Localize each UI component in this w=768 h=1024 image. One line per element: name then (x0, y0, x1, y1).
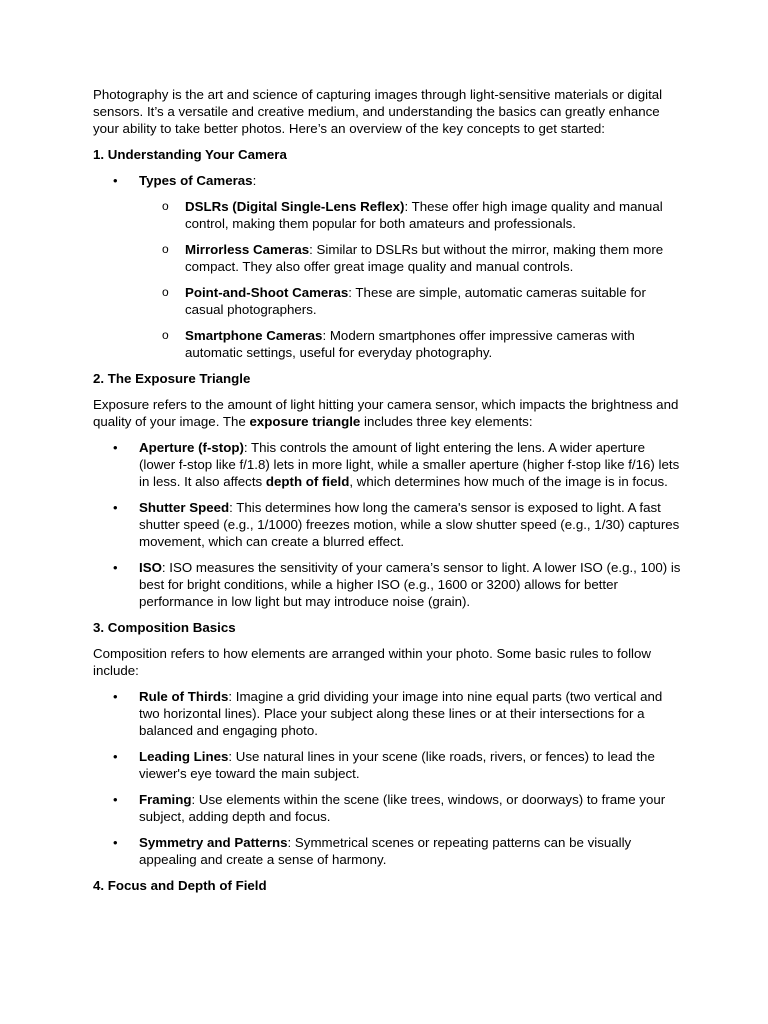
sub-bullet-marker: o (162, 328, 169, 342)
term-symmetry-and-patterns: Symmetry and Patterns (139, 835, 288, 850)
composition-intro: Composition refers to how elements are arranged within your photo. Some basic rules to follow include: (93, 646, 652, 678)
section-heading-focus: 4. Focus and Depth of Field (93, 878, 267, 893)
bullet-marker: • (113, 173, 118, 188)
bullet-marker: • (113, 689, 118, 704)
sub-bullet-marker: o (162, 285, 169, 299)
list-item-dslr: o DSLRs (Digital Single-Lens Reflex): These offer high image quality and manual control, making them popular for both amateurs and professionals. (162, 199, 663, 231)
term-iso: ISO (139, 560, 162, 575)
list-item-leading-lines: • Leading Lines: Use natural lines in your scene (like roads, rivers, or fences) to lead the viewer's eye toward the main subject. (113, 749, 655, 781)
term-mirrorless: Mirrorless Cameras (185, 242, 310, 257)
term-leading-lines: Leading Lines (139, 749, 229, 764)
bullet-marker: • (113, 560, 118, 575)
camera-list (93, 172, 683, 361)
list-item-types-of-cameras: • Types of Cameras: o DSLRs (Digital Single-Lens Reflex): These offer high image quality and manual control, making them popular for both amateurs and professionals. o Mirrorless Cameras: Similar to DSLRs but without the mirror, making them more compact. They also offer great image quality and manual controls. o Point-and-Shoot Cameras: These are simple, automatic cameras suitable for casual photographers. o Smartphone Cameras: Modern smartphones offer impressive cameras with automatic settings, useful for everyday photography. (93, 172, 683, 361)
list-item-framing: • Framing: Use elements within the scene (like trees, windows, or doorways) to frame your subject, adding depth and focus. (113, 792, 666, 824)
section-heading-camera: 1. Understanding Your Camera (93, 147, 287, 162)
sub-bullet-marker: o (162, 199, 169, 213)
term-framing: Framing (139, 792, 192, 807)
list-item-rule-of-thirds: • Rule of Thirds: Imagine a grid dividing your image into nine equal parts (two vertical and two horizontal lines). Place your subject along these lines or at their intersections for a balanced and engaging photo. (113, 689, 663, 738)
term-smartphone: Smartphone Cameras (185, 328, 323, 343)
document-page (93, 86, 683, 903)
term-point-and-shoot: Point-and-Shoot Cameras (185, 285, 349, 300)
list-item-mirrorless: o Mirrorless Cameras: Similar to DSLRs but without the mirror, making them more compact. They also offer great image quality and manual controls. (162, 242, 664, 274)
list-item-shutter-speed: • Shutter Speed: This determines how long the camera's sensor is exposed to light. A fast shutter speed (e.g., 1/1000) freezes motion, while a slow shutter speed (e.g., 1/30) captures movement, which can create a blurred effect. (113, 500, 680, 549)
list-item-smartphone: o Smartphone Cameras: Modern smartphones offer impressive cameras with automatic settings, useful for everyday photography. (162, 328, 635, 360)
section-heading-exposure: 2. The Exposure Triangle (93, 371, 251, 386)
bullet-marker: • (113, 792, 118, 807)
list-item-aperture: • Aperture (f-stop): This controls the amount of light entering the lens. A wider aperture (lower f-stop like f/1.8) lets in more light, while a smaller aperture (higher f-stop like f/16) lets in less. It also affects depth of field, which determines how much of the image is in focus. (113, 440, 680, 489)
term-rule-of-thirds: Rule of Thirds (139, 689, 229, 704)
composition-list (93, 688, 683, 868)
section-heading-composition: 3. Composition Basics (93, 620, 236, 635)
sub-bullet-marker: o (162, 242, 169, 256)
list-item-iso: • ISO: ISO measures the sensitivity of your camera’s sensor to light. A lower ISO (e.g., 100) is best for bright conditions, while a higher ISO (e.g., 1600 or 3200) allows for better performance in low light but may introduce noise (grain). (113, 560, 681, 609)
bullet-marker: • (113, 440, 118, 455)
term-shutter-speed: Shutter Speed (139, 500, 230, 515)
exposure-list (93, 439, 683, 610)
bullet-marker: • (113, 835, 118, 850)
bullet-marker: • (113, 749, 118, 764)
exposure-intro: Exposure refers to the amount of light hitting your camera sensor, which impacts the brightness and quality of your image. The exposure triangle includes three key elements: (93, 397, 679, 429)
bullet-marker: • (113, 500, 118, 515)
list-item-symmetry-and-patterns: • Symmetry and Patterns: Symmetrical scenes or repeating patterns can be visually appealing and create a sense of harmony. (113, 835, 632, 867)
term-aperture: Aperture (f-stop) (139, 440, 244, 455)
intro-paragraph: Photography is the art and science of capturing images through light-sensitive materials or digital sensors. It’s a versatile and creative medium, and understanding the basics can greatly enhance your ability to take better photos. Here’s an overview of the key concepts to get started: (93, 87, 663, 136)
term-types-of-cameras: Types of Cameras (139, 173, 253, 188)
term-dslr: DSLRs (Digital Single-Lens Reflex) (185, 199, 405, 214)
list-item-point-and-shoot: o Point-and-Shoot Cameras: These are simple, automatic cameras suitable for casual photographers. (162, 285, 646, 317)
camera-types-sublist (93, 198, 683, 361)
